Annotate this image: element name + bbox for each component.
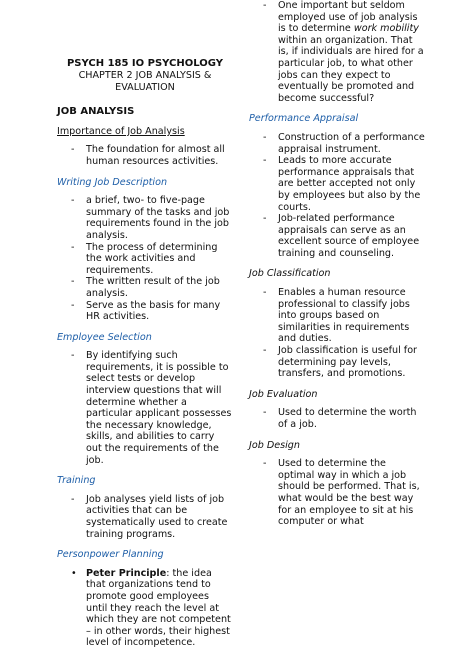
personpower-list-right bbox=[249, 0, 425, 104]
list-item: - Used to determine the worth of a job. bbox=[263, 407, 417, 430]
evaluation-list bbox=[249, 407, 425, 430]
dash-bullet: - bbox=[263, 0, 267, 11]
list-item: - The process of determining the work activities and requirements. bbox=[71, 241, 218, 276]
list-item: - One important but seldom employed use of job analysis is to determine work mobility within an organization. That is, if individuals are hired for a particular job, to what other jobs can they expect to eventually be promoted and become successful? bbox=[263, 0, 424, 104]
importance-list bbox=[57, 144, 233, 167]
training-heading: Training bbox=[57, 475, 96, 487]
dash-bullet: - bbox=[263, 287, 267, 299]
list-item: - Used to determine the optimal way in which a job should be performed. That is, what would be the best way for an employee to sit at his computer or what bbox=[263, 458, 420, 528]
document-title: PSYCH 185 IO PSYCHOLOGY bbox=[66, 58, 224, 69]
selection-list bbox=[57, 350, 233, 466]
personpower-planning-heading: Personpower Planning bbox=[57, 549, 164, 561]
work-mobility-term: work mobility bbox=[353, 23, 419, 35]
list-item: - a brief, two- to five-page summary of the tasks and job requirements found in the job analysis. bbox=[71, 195, 230, 241]
dash-bullet: - bbox=[263, 131, 267, 143]
classification-list bbox=[249, 287, 425, 380]
importance-heading: Importance of Job Analysis bbox=[57, 125, 185, 137]
dash-bullet: - bbox=[263, 345, 267, 357]
right-column bbox=[249, 0, 425, 528]
document-subtitle-line1: CHAPTER 2 JOB ANALYSIS & bbox=[78, 70, 212, 81]
dash-bullet: - bbox=[71, 195, 75, 207]
list-item: - Leads to more accurate performance appraisals that are better accepted not only by employees but also by the courts. bbox=[263, 155, 421, 213]
dash-bullet: - bbox=[71, 350, 75, 362]
document-header bbox=[57, 58, 233, 93]
design-list bbox=[249, 458, 425, 528]
performance-appraisal-heading: Performance Appraisal bbox=[249, 113, 359, 125]
dash-bullet: - bbox=[71, 144, 75, 156]
list-item: - The written result of the job analysis. bbox=[71, 276, 220, 299]
dash-bullet: - bbox=[263, 155, 267, 167]
writing-list bbox=[57, 195, 233, 323]
list-item: - Enables a human resource professional to classify jobs into groups based on similarities in requirements and duties. bbox=[263, 287, 410, 345]
list-item: - Construction of a performance appraisal instrument. bbox=[263, 131, 425, 155]
list-item: - By identifying such requirements, it is possible to select tests or develop interview questions that will determine whether a particular applicant possesses the necessary knowledge, skills, and abilities to carry out the requirements of the job. bbox=[71, 350, 232, 466]
dash-bullet: - bbox=[263, 407, 267, 419]
list-item: - Job-related performance appraisals can serve as an excellent source of employee training and counseling. bbox=[263, 213, 420, 259]
job-evaluation-heading: Job Evaluation bbox=[249, 388, 318, 400]
list-item: - Job classification is useful for determining pay levels, transfers, and promotions. bbox=[263, 345, 418, 380]
left-column bbox=[57, 0, 233, 649]
dash-bullet: - bbox=[71, 299, 75, 311]
appraisal-list bbox=[249, 132, 425, 260]
dash-bullet: - bbox=[71, 493, 75, 505]
dot-bullet: • bbox=[71, 567, 77, 579]
list-item: - Serve as the basis for many HR activities. bbox=[71, 299, 221, 323]
dash-bullet: - bbox=[263, 458, 267, 470]
dash-bullet: - bbox=[71, 241, 75, 253]
peter-principle-text: : the idea that organizations tend to promote good employees until they reach the level at which they are not competent – in other words, their highest level of incompetence. bbox=[86, 567, 231, 649]
training-list bbox=[57, 494, 233, 540]
document-subtitle-line2: EVALUATION bbox=[115, 81, 175, 93]
job-analysis-heading: JOB ANALYSIS bbox=[57, 106, 135, 118]
job-classification-heading: Job Classification bbox=[249, 268, 331, 280]
list-item: - Job analyses yield lists of job activities that can be systematically used to create training programs. bbox=[71, 493, 228, 540]
personpower-list-left bbox=[57, 568, 233, 649]
dash-bullet: - bbox=[263, 213, 267, 225]
dash-bullet: - bbox=[71, 276, 75, 288]
employee-selection-heading: Employee Selection bbox=[57, 331, 152, 343]
peter-principle-term: Peter Principle bbox=[86, 567, 167, 579]
list-item bbox=[57, 568, 233, 649]
list-item: - The foundation for almost all human resources activities. bbox=[71, 144, 225, 167]
job-design-heading: Job Design bbox=[249, 439, 300, 451]
writing-job-description-heading: Writing Job Description bbox=[57, 176, 168, 188]
